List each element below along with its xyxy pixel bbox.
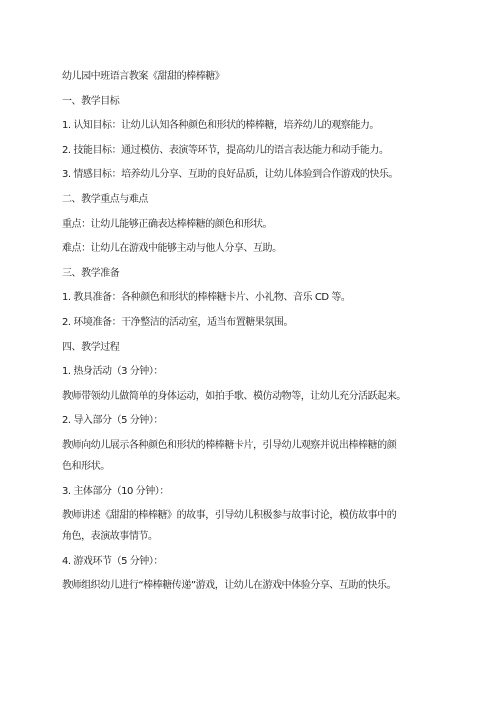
preparation-materials: 1. 教具准备：各种颜色和形状的棒棒糖卡片、小礼物、音乐 CD 等。 bbox=[62, 292, 351, 304]
objective-skill: 2. 技能目标：通过模仿、表演等环节，提高幼儿的语言表达能力和动手能力。 bbox=[62, 144, 389, 156]
preparation-environment: 2. 环境准备：干净整洁的活动室，适当布置糖果氛围。 bbox=[62, 316, 294, 328]
step-main-heading: 3. 主体部分（10 分钟）： bbox=[62, 485, 169, 497]
step-main-text-continued: 角色，表演故事情节。 bbox=[62, 531, 158, 543]
section-heading-preparation: 三、教学准备 bbox=[62, 267, 120, 279]
document-title: 幼儿园中班语言教案《甜甜的棒棒糖》 bbox=[62, 71, 225, 82]
key-point: 重点：让幼儿能够正确表达棒棒糖的颜色和形状。 bbox=[62, 218, 273, 230]
objective-cognitive: 1. 认知目标：让幼儿认知各种颜色和形状的棒棒糖，培养幼儿的观察能力。 bbox=[62, 120, 379, 132]
step-intro-text: 教师向幼儿展示各种颜色和形状的棒棒糖卡片，引导幼儿观察并说出棒棒糖的颜 bbox=[62, 439, 397, 451]
section-heading-key-points: 二、教学重点与难点 bbox=[62, 193, 148, 205]
step-warmup-heading: 1. 热身活动（3 分钟）： bbox=[62, 366, 163, 378]
step-game-heading: 4. 游戏环节（5 分钟）： bbox=[62, 555, 163, 567]
section-heading-objectives: 一、教学目标 bbox=[62, 95, 120, 107]
step-main-text: 教师讲述《甜甜的棒棒糖》的故事，引导幼儿积极参与故事讨论，模仿故事中的 bbox=[62, 510, 397, 522]
step-game-text: 教师组织幼儿进行“棒棒糖传递”游戏，让幼儿在游戏中体验分享、互助的快乐。 bbox=[62, 580, 397, 592]
step-intro-heading: 2. 导入部分（5 分钟）： bbox=[62, 415, 163, 427]
step-warmup-text: 教师带领幼儿做简单的身体运动，如拍手歌、模仿动物等，让幼儿充分活跃起来。 bbox=[62, 390, 406, 402]
objective-emotional: 3. 情感目标：培养幼儿分享、互助的良好品质，让幼儿体验到合作游戏的快乐。 bbox=[62, 169, 399, 181]
difficult-point: 难点：让幼儿在游戏中能够主动与他人分享、互助。 bbox=[62, 243, 282, 255]
step-intro-text-continued: 色和形状。 bbox=[62, 460, 110, 472]
section-heading-process: 四、教学过程 bbox=[62, 341, 120, 353]
document-body bbox=[62, 70, 444, 604]
